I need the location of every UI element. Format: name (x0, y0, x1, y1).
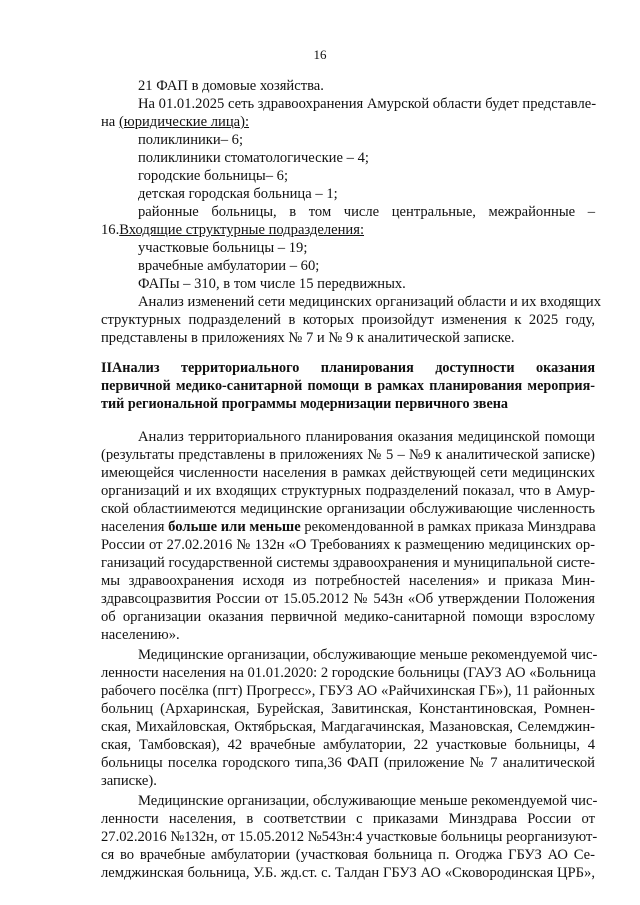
paragraph-line: здравсоцразвития России от 15.05.2012 № 543н «Об утверждении Положения (101, 591, 595, 607)
paragraph-line: больниц (Архаринская, Бурейская, Завитинская, Константиновская, Ромнен- (101, 701, 595, 717)
paragraph-line: лемджинская больница, У.Б. жд.ст. с. Талдан ГБУЗ АО «Сковородинская ЦРБ», (101, 865, 595, 881)
paragraph-line: Анализ территориального планирования оказания медицинской помощи (138, 429, 595, 445)
section-heading: тий региональной программы модернизации первичного звена (101, 396, 509, 412)
list-item: врачебные амбулатории – 60; (138, 258, 320, 274)
list-item: поликлиники– 6; (138, 132, 244, 148)
paragraph-line: больницы поселка городского типа,36 ФАП (приложение № 7 аналитической (101, 755, 595, 771)
list-item: ФАПы – 310, в том числе 15 передвижных. (138, 276, 406, 292)
emphasis-text: больше или меньше (168, 519, 301, 535)
paragraph-line: организаций и их входящих структурных подразделений показал, что в Амур- (101, 483, 595, 499)
list-line-text: 16. (101, 222, 120, 238)
paragraph-line: записке). (101, 773, 157, 789)
list-item: участковые больницы – 19; (138, 240, 308, 256)
paragraph-line: Медицинские организации, обслуживающие меньше рекомендуемой чис- (138, 647, 598, 663)
page-number: 16 (313, 47, 327, 62)
paragraph-line: об организации оказания первичной медико-санитарной помощи взрослому (101, 609, 595, 625)
paragraph-line: ся во врачебные амбулатории (участковая больница п. Огоджа ГБУЗ АО Се- (101, 847, 595, 863)
paragraph-line: ленности населения на 01.01.2020: 2 городские больницы (ГАУЗ АО «Больница (101, 665, 596, 681)
section-heading: IIАнализ территориального планирования доступности оказания (101, 360, 595, 376)
paragraph-line: Анализ изменений сети медицинских организаций области и их входящих (138, 294, 602, 310)
list-line-text: на (101, 114, 119, 130)
paragraph-text: населения (101, 519, 169, 535)
list-item: городские больницы– 6; (138, 168, 289, 184)
list-line: На 01.01.2025 сеть здравоохранения Амурской области будет представле- (138, 96, 597, 112)
paragraph-line: ленности населения, в соответствии с приказами Минздрава России от (101, 811, 595, 827)
list-item: районные больницы, в том числе центральные, межрайонные – (138, 204, 595, 220)
paragraph-line: рабочего посёлка (пгт) Прогресс», ГБУЗ АО «Райчихинская ГБ»), 11 районных (101, 683, 595, 699)
paragraph-line: ская, Тамбовская), 42 врачебные амбулатории, 22 участковые больницы, 4 (101, 737, 595, 753)
paragraph-line: ганизаций государственной системы здравоохранения и муниципальной систе- (101, 555, 595, 571)
list-line (101, 113, 595, 131)
paragraph-line: России от 27.02.2016 № 132н «О Требованиях к размещению медицинских ор- (101, 537, 595, 553)
list-line: 21 ФАП в домовые хозяйства. (138, 78, 324, 94)
paragraph-line: 27.02.2016 №132н, от 15.05.2012 №543н:4 участковые больницы реорганизуют- (101, 829, 598, 845)
paragraph-line: (результаты представлены в приложениях № 5 – №9 к аналитической записке) (101, 447, 595, 463)
paragraph-line: Медицинские организации, обслуживающие меньше рекомендуемой чис- (138, 793, 598, 809)
paragraph-text: рекомендованной в рамках приказа Минздрава (300, 519, 596, 535)
legal-entities-label: (юридические лица): (118, 114, 250, 130)
paragraph-line: структурных подразделений в которых произойдут изменения к 2025 году, (101, 312, 595, 328)
paragraph-line: ской областиимеются медицинские организации обслуживающие численность (101, 501, 595, 517)
paragraph-line: мы здравоохранения исходя из потребностей населения» и приказа Мин- (101, 573, 595, 589)
section-heading: первичной медико-санитарной помощи в рамках планирования мероприя- (101, 378, 595, 394)
paragraph-line: ская, Михайловская, Октябрьская, Магдагачинская, Мазановская, Селемджин- (101, 719, 595, 735)
paragraph-line: представлены в приложениях № 7 и № 9 к аналитической записке. (101, 330, 515, 346)
structural-units-label: Входящие структурные подразделения: (119, 222, 365, 238)
list-item: поликлиники стоматологические – 4; (138, 150, 369, 166)
list-line (101, 221, 595, 239)
paragraph-line: имеющейся численности населения в рамках действующей сети медицинских (101, 465, 595, 481)
list-item: детская городская больница – 1; (138, 186, 338, 202)
paragraph-line: населению». (101, 627, 180, 643)
paragraph-line (101, 518, 595, 536)
